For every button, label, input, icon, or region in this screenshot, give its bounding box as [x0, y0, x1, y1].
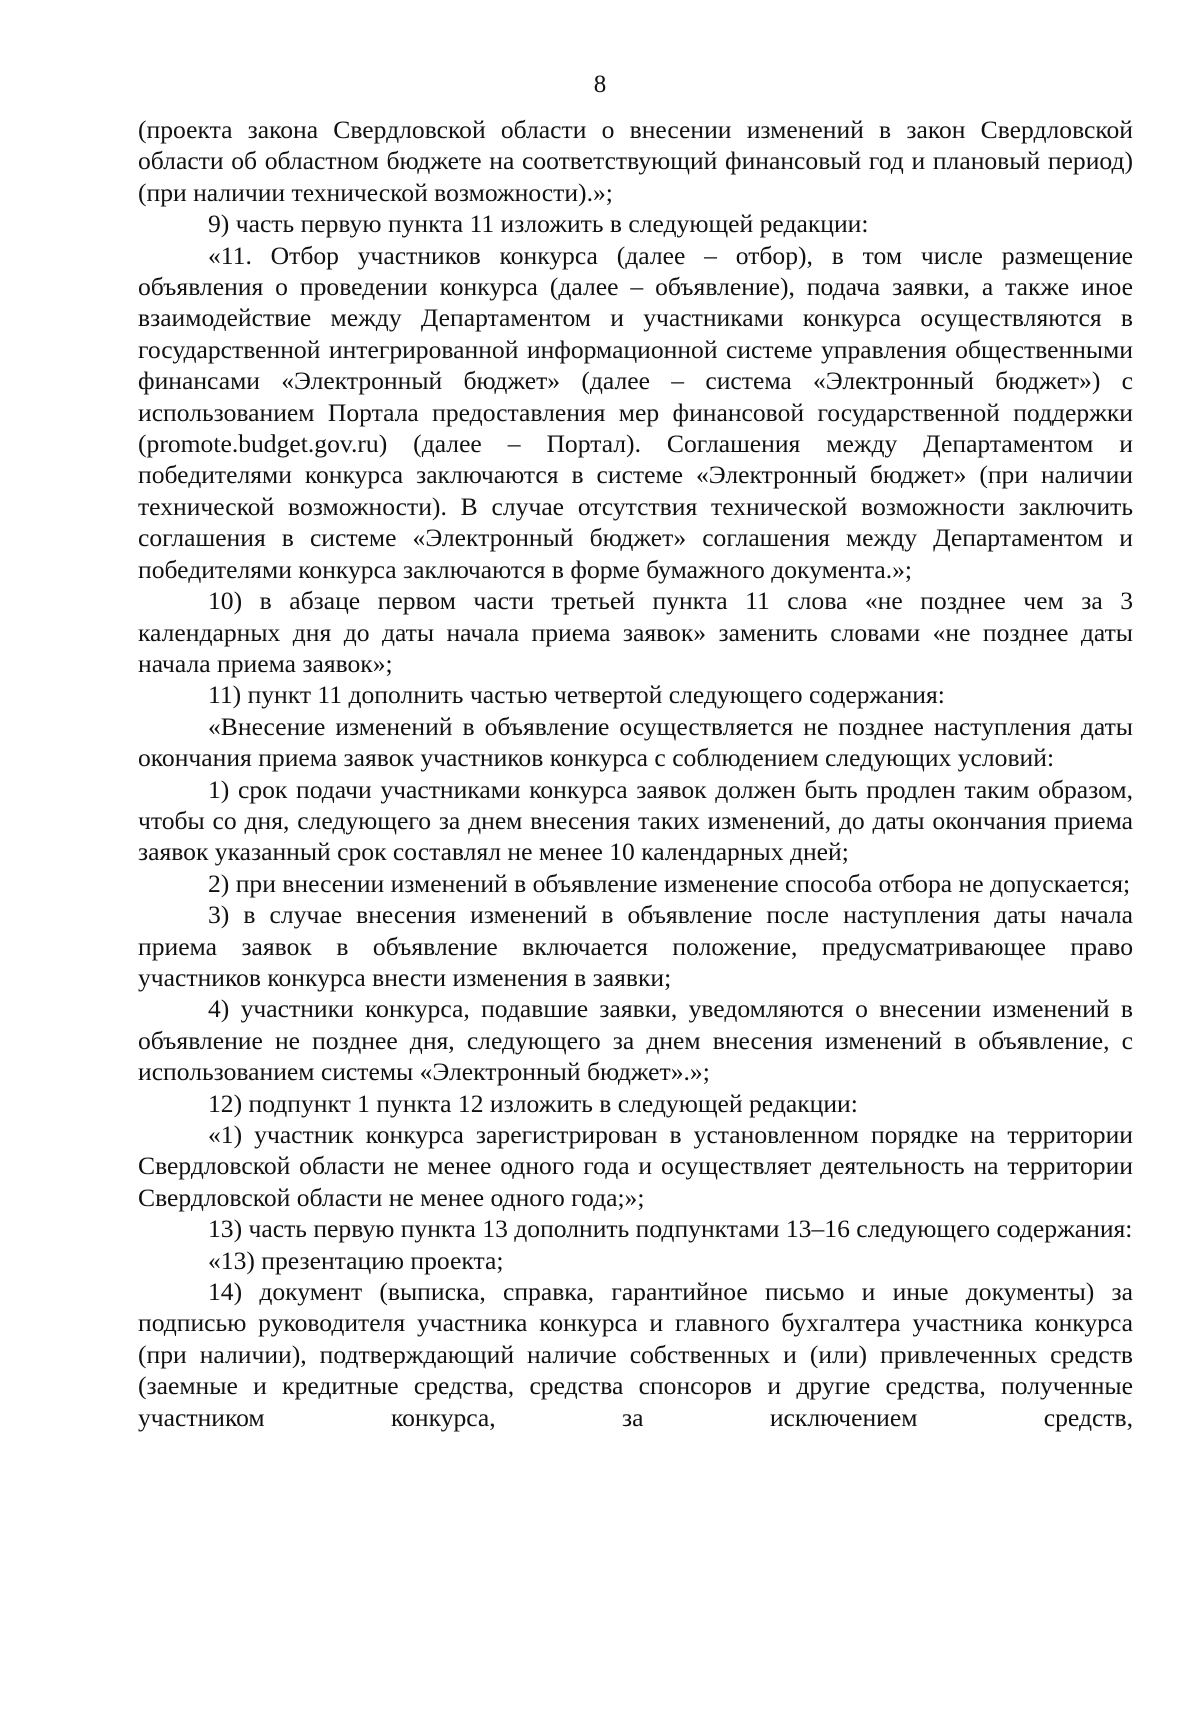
paragraph: «1) участник конкурса зарегистрирован в установленном порядке на территории Свердловской области не менее одного года и осуществляет деятельность на территории Свердловской области не менее одного года;»;: [138, 1120, 1133, 1212]
paragraph: «Внесение изменений в объявление осуществляется не позднее наступления даты окончания приема заявок участников конкурса с соблюдением следующих условий:: [138, 711, 1133, 773]
paragraph: (проекта закона Свердловской области о внесении изменений в закон Свердловской области об областном бюджете на соответствующий финансовый год и плановый период) (при наличии технической возможности).»;: [138, 115, 1133, 207]
paragraph: 4) участники конкурса, подавшие заявки, уведомляются о внесении изменений в объявление не позднее дня, следующего за днем внесения изменений в объявление, с использованием системы «Электронный бюджет».»;: [138, 994, 1133, 1087]
paragraph: 11) пункт 11 дополнить частью четвертой следующего содержания:: [208, 680, 945, 710]
paragraph: 14) документ (выписка, справка, гарантийное письмо и иные документы) за подписью руководителя участника конкурса и главного бухгалтера участника конкурса (при наличии), подтверждающий наличие собственных и (или) привлеченных средств (заемные и кредитные средства, средства спонсоров и другие средства, полученные участником конкурса, за исключением средств,: [138, 1277, 1133, 1432]
paragraph: 10) в абзаце первом части третьей пункта 11 слова «не позднее чем за 3 календарных дня до даты начала приема заявок» заменить словами «не позднее даты начала приема заявок»;: [138, 586, 1133, 678]
paragraph: 2) при внесении изменений в объявление изменение способа отбора не допускается;: [208, 868, 1131, 898]
paragraph: «13) презентацию проекта;: [208, 1245, 504, 1275]
paragraph: «11. Отбор участников конкурса (далее – отбор), в том числе размещение объявления о проведении конкурса (далее – объявление), подача заявки, а также иное взаимодействие между Департаментом и участниками конкурса осуществляются в государственной интегрированной информационной системе управления общественными финансами «Электронный бюджет» (далее – система «Электронный бюджет») с использованием Портала предоставления мер финансовой государственной поддержки (promote.budget.gov.ru) (далее – Портал). Соглашения между Департаментом и победителями конкурса заключаются в системе «Электронный бюджет» (при наличии технической возможности). В случае отсутствия технической возможности заключить соглашения в системе «Электронный бюджет» соглашения между Департаментом и победителями конкурса заключаются в форме бумажного документа.»;: [138, 240, 1133, 584]
paragraph: 12) подпункт 1 пункта 12 изложить в следующей редакции:: [208, 1088, 858, 1118]
document-body: [138, 114, 1133, 1433]
paragraph: 9) часть первую пункта 11 изложить в следующей редакции:: [208, 209, 869, 239]
paragraph: 1) срок подачи участниками конкурса заявок должен быть продлен таким образом, чтобы со дня, следующего за днем внесения таких изменений, до даты окончания приема заявок указанный срок составлял не менее 10 календарных дней;: [138, 774, 1133, 867]
page-number: 8: [593, 71, 607, 98]
paragraph: 3) в случае внесения изменений в объявление после наступления даты начала приема заявок в объявление включается положение, предусматривающее право участников конкурса внести изменения в заявки;: [138, 900, 1133, 992]
paragraph: 13) часть первую пункта 13 дополнить подпунктами 13–16 следующего содержания:: [208, 1214, 1133, 1244]
